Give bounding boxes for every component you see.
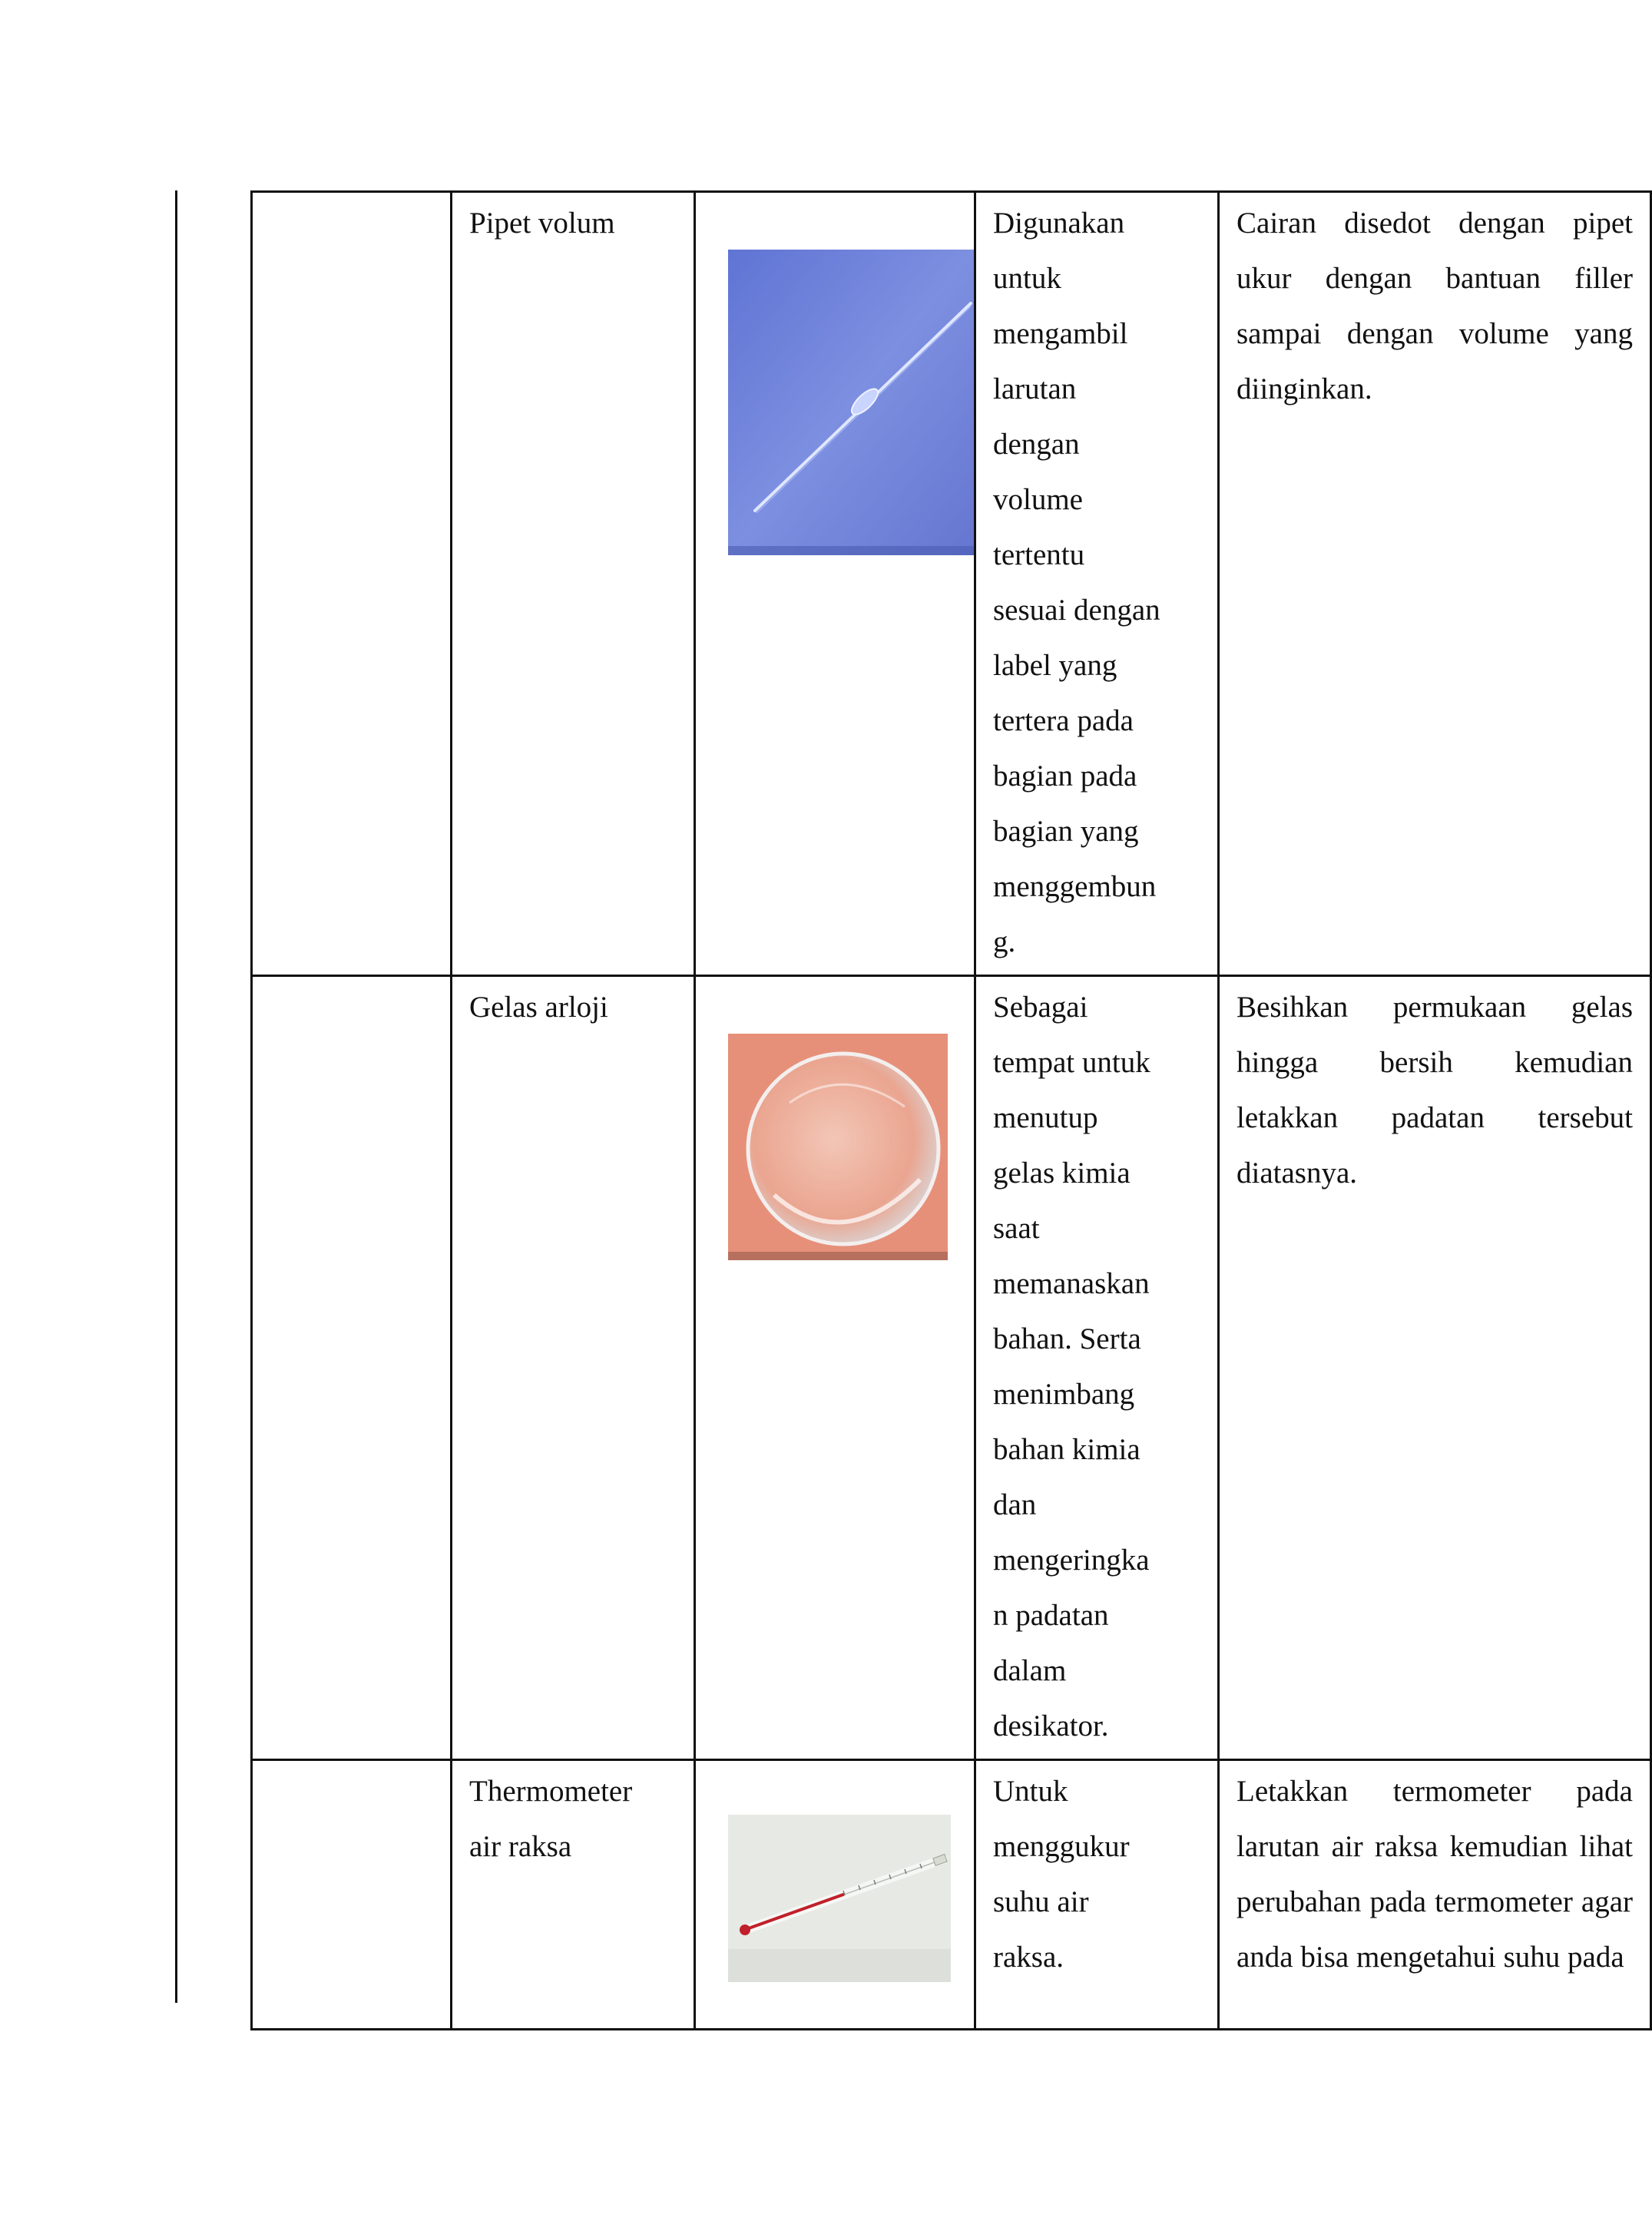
equipment-name-cell — [452, 1760, 695, 2030]
equipment-name: Thermometer air raksa — [469, 1775, 633, 1863]
table-row — [252, 1760, 1651, 2030]
equipment-name: Pipet volum — [469, 207, 615, 240]
equipment-image-cell — [695, 976, 975, 1760]
mercury-thermometer-photo-icon — [728, 1815, 951, 1982]
procedure-text: Letakkan termometer pada larutan air raksa kemudian lihat perubahan pada termometer agar anda bisa mengetahui suhu pada — [1237, 1775, 1633, 1974]
equipment-name-cell — [452, 192, 695, 976]
volumetric-pipette-photo-icon — [728, 250, 974, 555]
equipment-image-cell — [695, 1760, 975, 2030]
procedure-cell — [1219, 1760, 1651, 2030]
procedure-cell — [1219, 976, 1651, 1760]
function-cell — [975, 976, 1219, 1760]
table-row — [252, 976, 1651, 1760]
equipment-name: Gelas arloji — [469, 991, 608, 1024]
function-text: Sebagai tempat untuk menutup gelas kimia saat memanaskan bahan. Serta menimbang bahan kimia dan mengeringka n padatan dalam desikator. — [993, 991, 1150, 1742]
equipment-name-cell — [452, 976, 695, 1760]
function-cell — [975, 192, 1219, 976]
function-text: Digunakan untuk mengambil larutan dengan volume tertentu sesuai dengan label yang tertera pada bagian pada bagian yang menggembun g. — [993, 207, 1160, 958]
equipment-image-cell — [695, 192, 975, 976]
watch-glass-photo-icon — [728, 1034, 948, 1260]
equipment-table — [250, 190, 1652, 2030]
left-margin-line — [175, 190, 177, 2003]
function-cell — [975, 1760, 1219, 2030]
procedure-cell — [1219, 192, 1651, 976]
empty-cell — [252, 192, 452, 976]
function-text: Untuk menggukur suhu air raksa. — [993, 1775, 1130, 1974]
procedure-text: Besihkan permukaan gelas hingga bersih kemudian letakkan padatan tersebut diatasnya. — [1237, 991, 1633, 1190]
empty-cell — [252, 1760, 452, 2030]
table-row — [252, 192, 1651, 976]
procedure-text: Cairan disedot dengan pipet ukur dengan bantuan filler sampai dengan volume yang diinginkan. — [1237, 207, 1633, 405]
empty-cell — [252, 976, 452, 1760]
